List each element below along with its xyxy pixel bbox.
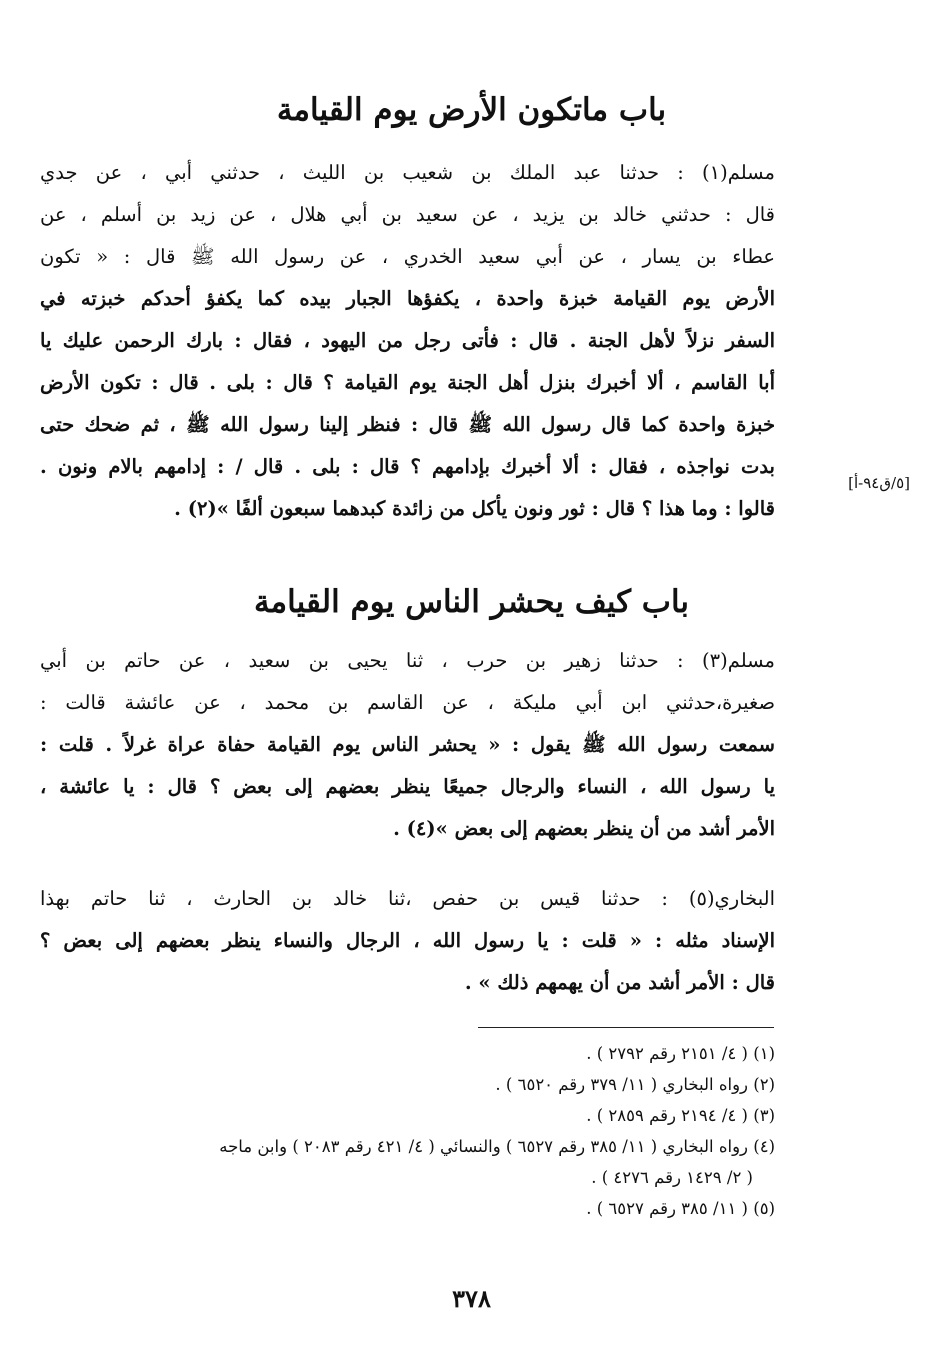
text-line: يا رسول الله ، النساء والرجال جميعًا ينظر بعضهم إلى بعض ؟ قال : يا عائشة ، — [40, 775, 775, 798]
text-line: أبا القاسم ، ألا أخبرك بنزل أهل الجنة يوم القيامة ؟ قال : بلى . قال : تكون الأرض — [40, 371, 775, 394]
text-line: مسلم(٣) : حدثنا زهير بن حرب ، ثنا يحيى بن سعيد ، عن حاتم بن أبي — [40, 649, 775, 672]
page-number: ٣٧٨ — [452, 1284, 491, 1313]
text-line: قالوا : وما هذا ؟ قال : ثور ونون يأكل من زائدة كبدهما سبعون ألفًا »(٢) . — [174, 497, 775, 520]
section-body-earth — [40, 152, 775, 530]
text-line: الأرض يوم القيامة خبزة واحدة ، يكفؤها الجبار بيده كما يكفؤ أحدكم خبزته في — [40, 287, 775, 310]
text-line: مسلم(١) : حدثنا عبد الملك بن شعيب بن الليث ، حدثني أبي ، عن جدي — [40, 161, 775, 184]
section-title-gathering: باب كيف يحشر الناس يوم القيامة — [253, 584, 690, 620]
text-line: الأمر أشد من أن ينظر بعضهم إلى بعض »(٤) . — [393, 817, 775, 840]
footnotes — [40, 1038, 775, 1224]
text-line: صغيرة،حدثني ابن أبي مليكة ، عن القاسم بن محمد ، عن عائشة قالت : — [40, 691, 775, 714]
section-body-bukhari — [40, 878, 775, 1004]
text-line: عطاء بن يسار ، عن أبي سعيد الخدري ، عن رسول الله ﷺ قال : « تكون — [40, 245, 775, 268]
text-line: قال : حدثني خالد بن يزيد ، عن سعيد بن أبي هلال ، عن زيد بن أسلم ، عن — [40, 203, 775, 226]
text-line: خبزة واحدة كما قال رسول الله ﷺ قال : فنظر إلينا رسول الله ﷺ ، ثم ضحك حتى — [40, 413, 775, 436]
text-line: سمعت رسول الله ﷺ يقول : « يحشر الناس يوم القيامة حفاة عراة غرلاً . قلت : — [40, 733, 775, 756]
section-title-earth: باب ماتكون الأرض يوم القيامة — [276, 92, 667, 128]
manuscript-folio-note: [٥/ق٩٤-أ] — [848, 474, 910, 492]
footnote: (٢) رواه البخاري ( ١١/ ٣٧٩ رقم ٦٥٢٠ ) . — [495, 1075, 775, 1094]
text-line: الإسناد مثله : « قلت : يا رسول الله ، الرجال والنساء ينظر بعضهم إلى بعض ؟ — [40, 929, 775, 952]
footnote: (٥) ( ١١/ ٣٨٥ رقم ٦٥٢٧ ) . — [586, 1199, 775, 1218]
text-line: البخاري(٥) : حدثنا قيس بن حفص ،ثنا خالد بن الحارث ، ثنا حاتم بهذا — [40, 887, 775, 910]
text-line: السفر نزلاً لأهل الجنة . قال : فأتى رجل من اليهود ، فقال : بارك الرحمن عليك يا — [40, 329, 775, 352]
text-line: بدت نواجذه ، فقال : ألا أخبرك بإدامهم ؟ قال : بلى . قال / : إدامهم بالام ونون . — [40, 455, 775, 478]
text-line: قال : الأمر أشد من أن يهمهم ذلك » . — [464, 971, 775, 994]
section-body-gathering — [40, 640, 775, 850]
footnote: (٣) ( ٤/ ٢١٩٤ رقم ٢٨٥٩ ) . — [586, 1106, 775, 1125]
footnote-divider — [478, 1027, 774, 1028]
footnote: (٤) رواه البخاري ( ١١/ ٣٨٥ رقم ٦٥٢٧ ) والنسائي ( ٤/ ٤٢١ رقم ٢٠٨٣ ) وابن ماجه — [219, 1137, 775, 1156]
footnote: (١) ( ٤/ ٢١٥١ رقم ٢٧٩٢ ) . — [586, 1044, 775, 1063]
footnote-continuation: ( ٢/ ١٤٢٩ رقم ٤٢٧٦ ) . — [591, 1168, 753, 1187]
